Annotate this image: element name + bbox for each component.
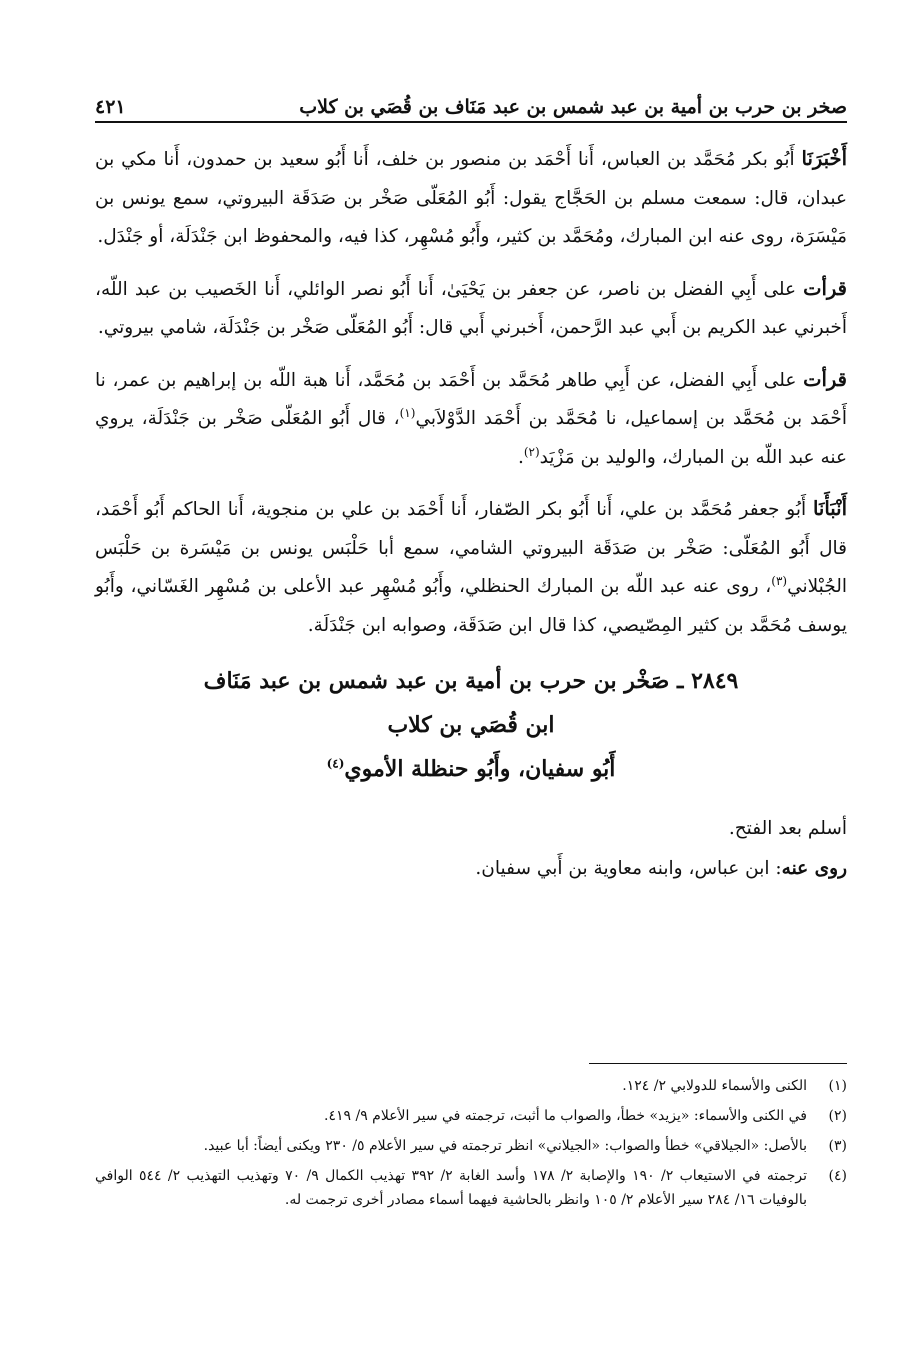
entry-note: أسلم بعد الفتح. [728,818,847,839]
running-header [95,88,847,120]
paragraph-text: ، روى عنه عبد اللّه بن المبارك الحنظلي، وأَبُو مُسْهِر عبد الأعلى بن مُسْهِر الغَسّاني، وأَبُو يوسف مُحَمَّد بن كثير المِصّيصي، كذا قال ابن صَدَقَة، وصوابه ابن جَنْدَلَة. [95,576,847,636]
footnote-ref[interactable]: (١) [399,405,416,420]
footnote-ref[interactable]: (٤) [326,756,345,771]
entry-title-line-2: ابن قُصَي بن كلاب [387,712,555,738]
paragraph-2 [95,270,847,348]
paragraph-lead: أَنْبَأَنَا [812,497,847,520]
footnote-text: بالأصل: «الجيلاقي» خطأ والصواب: «الجيلاني» انظر ترجمته في سير الأعلام ٥/ ٢٣٠ ويكنى أيضاً: أبا عبيد. [203,1138,807,1154]
footnote-text: الكنى والأسماء للدولابي ٢/ ١٢٤. [622,1078,807,1094]
paragraph-1 [95,140,847,257]
footnote-item [95,1164,847,1212]
entry-kunya-line [95,747,847,791]
footnote-item [95,1104,847,1128]
narrators-text: : ابن عباس، وابنه معاوية بن أَبي سفيان. [475,858,782,879]
paragraph-text: ، قال أَبُو المُعَلّى صَخْر بن جَنْدَلَة، يروي عنه عبد اللّه بن المبارك، والوليد بن مَزْيَد [95,408,847,468]
header-rule [95,121,847,123]
entry-narrators [95,849,847,889]
paragraph-lead: قرأت [803,367,847,391]
footnote-item [95,1074,847,1098]
footnote-text: في الكنى والأسماء: «يزيد» خطأ، والصواب ما أثبت، ترجمته في سير الأعلام ٩/ ٤١٩. [324,1108,807,1124]
page-number: ٤٢١ [95,96,126,118]
paragraph-text: أَبُو بكر مُحَمَّد بن العباس، أَنا أَحْمَد بن منصور بن خلف، أَنا أَبُو سعيد بن حمدون، أَنا مكي بن عبدان، قال: سمعت مسلم بن الحَجَّاج يقول: أَبُو المُعَلّى صَخْر بن صَدَقَة البيروتي، سمع يونس بن مَيْسَرَة، روى عنه ابن المبارك، ومُحَمَّد بن كثير، وأَبُو مُسْهِر، كذا فيه، والمحفوظ ابن جَنْدَلَة، أو جَنْدَل. [95,149,847,247]
footnote-number: (١) [828,1078,847,1094]
footnotes [95,1074,847,1218]
footnote-ref[interactable]: (٣) [771,573,788,588]
narrators-label: روى عنه [781,858,847,879]
footnote-number: (٢) [828,1108,847,1124]
paragraph-text: على أَبِي الفضل، عن أَبِي طاهر مُحَمَّد بن أَحْمَد بن مُحَمَّد، أَنا هبة اللّه بن إبراهيم بن عمر، نا أَحْمَد بن مُحَمَّد بن إسماعيل، نا مُحَمَّد بن أَحْمَد الدَّوْلاَبي [95,369,847,429]
paragraph-text: . [517,446,524,468]
footnote-number: (٤) [828,1168,847,1184]
footnote-ref[interactable]: (٢) [523,444,540,459]
paragraph-4 [95,490,847,645]
paragraph-lead: قرأت [803,276,847,300]
footnote-rule [589,1063,847,1064]
paragraph-lead: أَخْبَرَنَا [801,147,847,170]
running-title: صخر بن حرب بن أمية بن عبد شمس بن عبد مَنَاف بن قُصَي بن كلاب [299,96,847,118]
entry-title-line-1: ٢٨٤٩ ـ صَخْر بن حرب بن أمية بن عبد شمس بن عبد مَنَاف [203,668,739,694]
page-body [95,140,847,889]
paragraph-3 [95,361,847,478]
paragraph-text: أَبُو جعفر مُحَمَّد بن علي، أَنا أَبُو بكر الصّفار، أَنا أَحْمَد بن علي بن منجوية، أَنا الحاكم أَبُو أَحْمَد، قال أَبُو المُعَلّى: صَخْر بن صَدَقَة البيروتي الشامي، سمع أبا حَلْبَس يونس بن مَيْسَرة بن حَلْبَس الجُبْلاني [95,499,847,597]
footnote-item [95,1134,847,1158]
entry-heading [95,659,847,791]
paragraph-text: على أَبِي الفضل بن ناصر، عن جعفر بن يَحْيَىٰ، أَنا أَبُو نصر الوائلي، أَنا الخَصيب بن عبد اللّه، أَخبرني عبد الكريم بن أَبي عبد الرَّحمن، أَخبرني أَبي قال: أَبُو المُعَلّى صَخْر بن جَنْدَلَة، شامي بيروتي. [95,278,847,338]
entry-kunya: أَبُو سفيان، وأَبُو حنظلة الأموي [344,756,616,782]
book-page [95,0,847,1347]
footnote-number: (٣) [828,1138,847,1154]
footnote-text: ترجمته في الاستيعاب ٢/ ١٩٠ والإصابة ٢/ ١٧٨ وأسد الغابة ٢/ ٣٩٢ تهذيب الكمال ٩/ ٧٠ وتهذيب التهذيب ٢/ ٥٤٤ الوافي بالوفيات ١٦/ ٢٨٤ سير الأعلام ٢/ ١٠٥ وانظر بالحاشية فيهما أسماء مصادر أخرى ترجمت له. [95,1168,807,1208]
